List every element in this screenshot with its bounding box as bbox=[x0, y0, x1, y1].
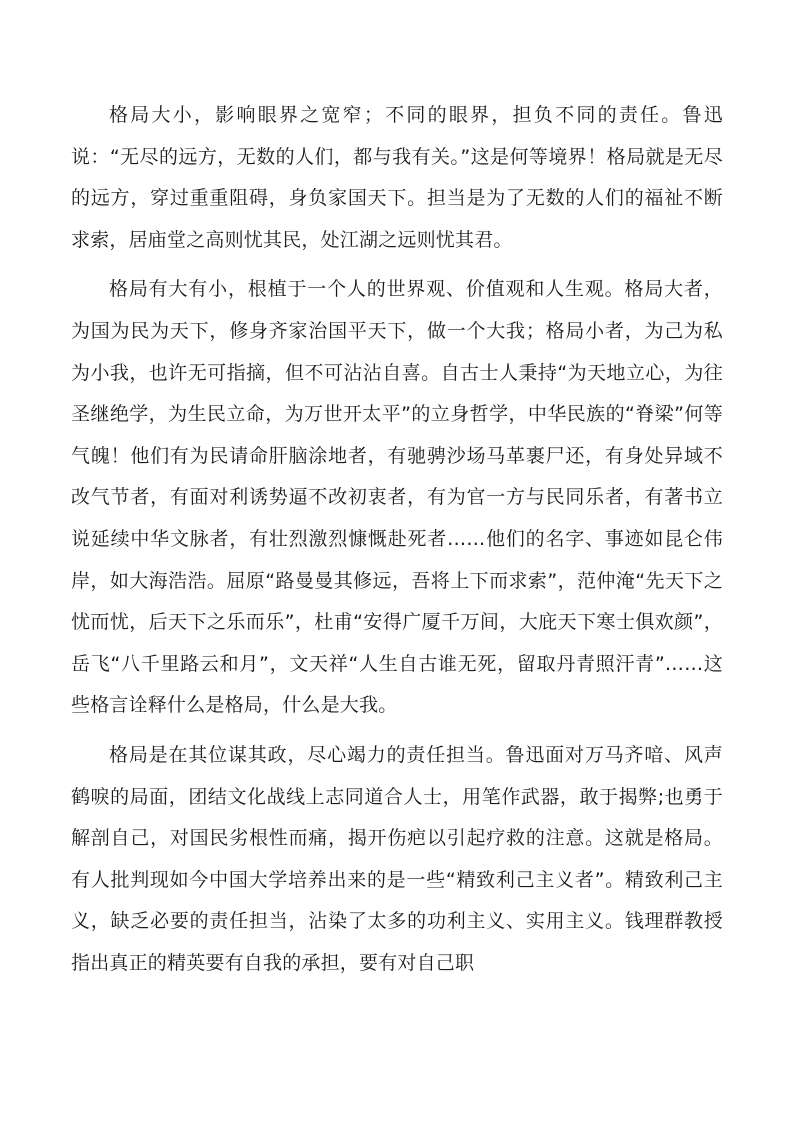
paragraph-1: 格局大小，影响眼界之宽窄；不同的眼界，担负不同的责任。鲁迅说：“无尽的远方，无数的人们，都与我有关。”这是何等境界！格局就是无尽的远方，穿过重重阻碍，身负家国天下。担当是为了无数的人们的福祉不断求索，居庙堂之高则忧其民，处江湖之远则忧其君。 bbox=[71, 104, 723, 251]
paragraph-2: 格局有大有小，根植于一个人的世界观、价值观和人生观。格局大者，为国为民为天下，修身齐家治国平天下，做一个大我；格局小者，为己为私为小我，也许无可指摘，但不可沾沾自喜。自古士人秉持“为天地立心，为往圣继绝学，为生民立命，为万世开太平”的立身哲学，中华民族的“脊梁”何等气魄！他们有为民请命肝脑涂地者，有驰骋沙场马革裹尸还，有身处异域不改气节者，有面对利诱势逼不改初衷者，有为官一方与民同乐者，有著书立说延续中华文脉者，有壮烈激烈慷慨赴死者……他们的名字、事迹如昆仑伟岸，如大海浩浩。屈原“路曼曼其修远，吾将上下而求索”，范仲淹“先天下之忧而忧，后天下之乐而乐”，杜甫“安得广厦千万间，大庇天下寒士俱欢颜”，岳飞“八千里路云和月”，文天祥“人生自古谁无死，留取丹青照汗青”……这些格言诠释什么是格局，什么是大我。 bbox=[71, 278, 723, 717]
paragraph-3: 格局是在其位谋其政，尽心竭力的责任担当。鲁迅面对万马齐喑、风声鹤唳的局面，团结文化战线上志同道合人士，用笔作武器，敢于揭弊;也勇于解剖自己，对国民劣根性而痛，揭开伤疤以引起疗救的注意。这就是格局。有人批判现如今中国大学培养出来的是一些“精致利己主义者”。精致利己主义，缺乏必要的责任担当，沾染了太多的功利主义、实用主义。钱理群教授指出真正的精英要有自我的承担，要有对自己职 bbox=[71, 743, 723, 974]
document-page bbox=[71, 95, 723, 992]
